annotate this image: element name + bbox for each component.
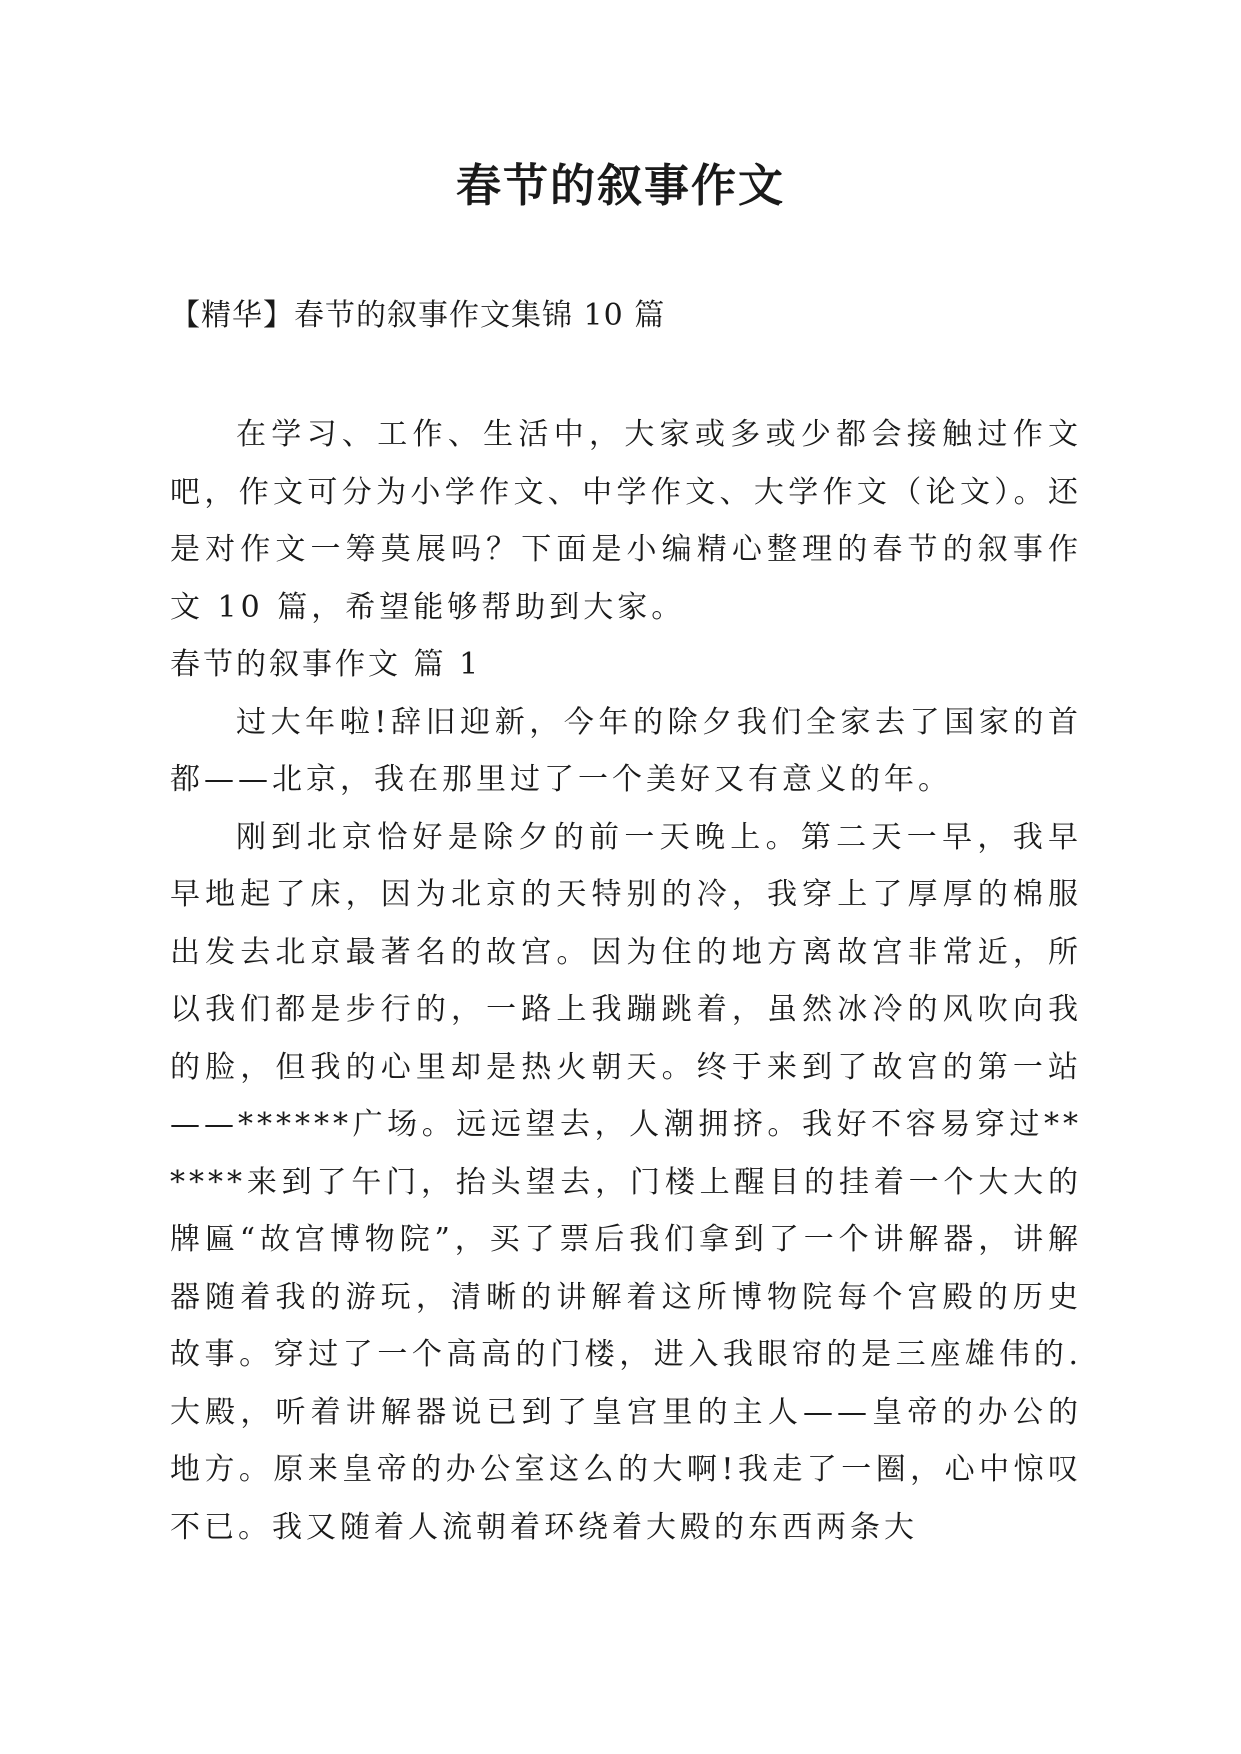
body-paragraph-1: 过大年啦!辞旧迎新，今年的除夕我们全家去了国家的首都——北京，我在那里过了一个美好又有意义的年。 [170,704,1082,797]
body-paragraph-2: 刚到北京恰好是除夕的前一天晚上。第二天一早，我早早地起了床，因为北京的天特别的冷，我穿上了厚厚的棉服出发去北京最著名的故宫。因为住的地方离故宫非常近，所以我们都是步行的，一路上我蹦跳着，虽然冰冷的风吹向我的脸，但我的心里却是热火朝天。终于来到了故宫的第一站——******广场。远远望去，人潮拥挤。我好不容易穿过******来到了午门，抬头望去，门楼上醒目的挂着一个大大的牌匾“故宫博物院”，买了票后我们拿到了一个讲解器，讲解器随着我的游玩，清晰的讲解着这所博物院每个宫殿的历史故事。穿过了一个高高的门楼，进入我眼帘的是三座雄伟的.大殿，听着讲解器说已到了皇宫里的主人——皇帝的办公的地方。原来皇帝的办公室这么的大啊!我走了一圈，心中惊叹不已。我又随着人流朝着环绕着大殿的东西两条大 [170,819,1082,1545]
intro-paragraph: 在学习、工作、生活中，大家或多或少都会接触过作文吧，作文可分为小学作文、中学作文、大学作文（论文）。还是对作文一筹莫展吗？下面是小编精心整理的春节的叙事作文 10 篇，希望能够帮助到大家。 [170,417,1082,625]
document-body [170,406,1082,1556]
document-subtitle: 【精华】春节的叙事作文集锦 10 篇 [170,298,666,333]
document-title: 春节的叙事作文 [455,159,785,212]
section-heading: 春节的叙事作文 篇 1 [170,647,482,682]
